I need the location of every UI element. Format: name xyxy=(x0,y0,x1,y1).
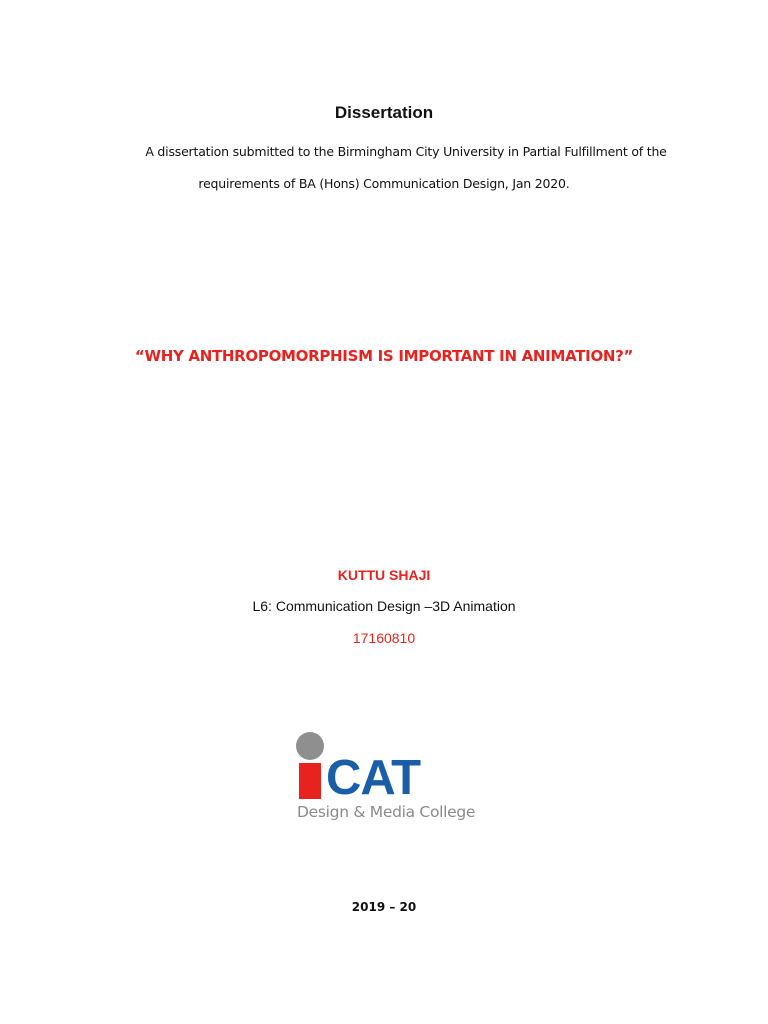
submission-statement-line-2: requirements of BA (Hons) Communication Design, Jan 2020. xyxy=(198,176,570,191)
course-name: L6: Communication Design –3D Animation xyxy=(252,598,516,614)
logo-dot-icon xyxy=(296,732,324,760)
dissertation-question: “WHY ANTHROPOMORPHISM IS IMPORTANT IN ANIMATION?” xyxy=(134,347,634,365)
logo-i-bar xyxy=(299,763,321,799)
logo-wordmark: CAT xyxy=(326,751,421,805)
student-id: 17160810 xyxy=(352,630,416,646)
submission-statement-line-1: A dissertation submitted to the Birmingham City University in Partial Fulfillment of the xyxy=(145,144,667,159)
icat-logo xyxy=(293,730,478,826)
author-name: KUTTU SHAJI xyxy=(337,567,431,583)
document-title: Dissertation xyxy=(334,103,434,122)
academic-year: 2019 – 20 xyxy=(351,900,417,914)
logo-tagline: Design & Media College xyxy=(297,803,476,821)
